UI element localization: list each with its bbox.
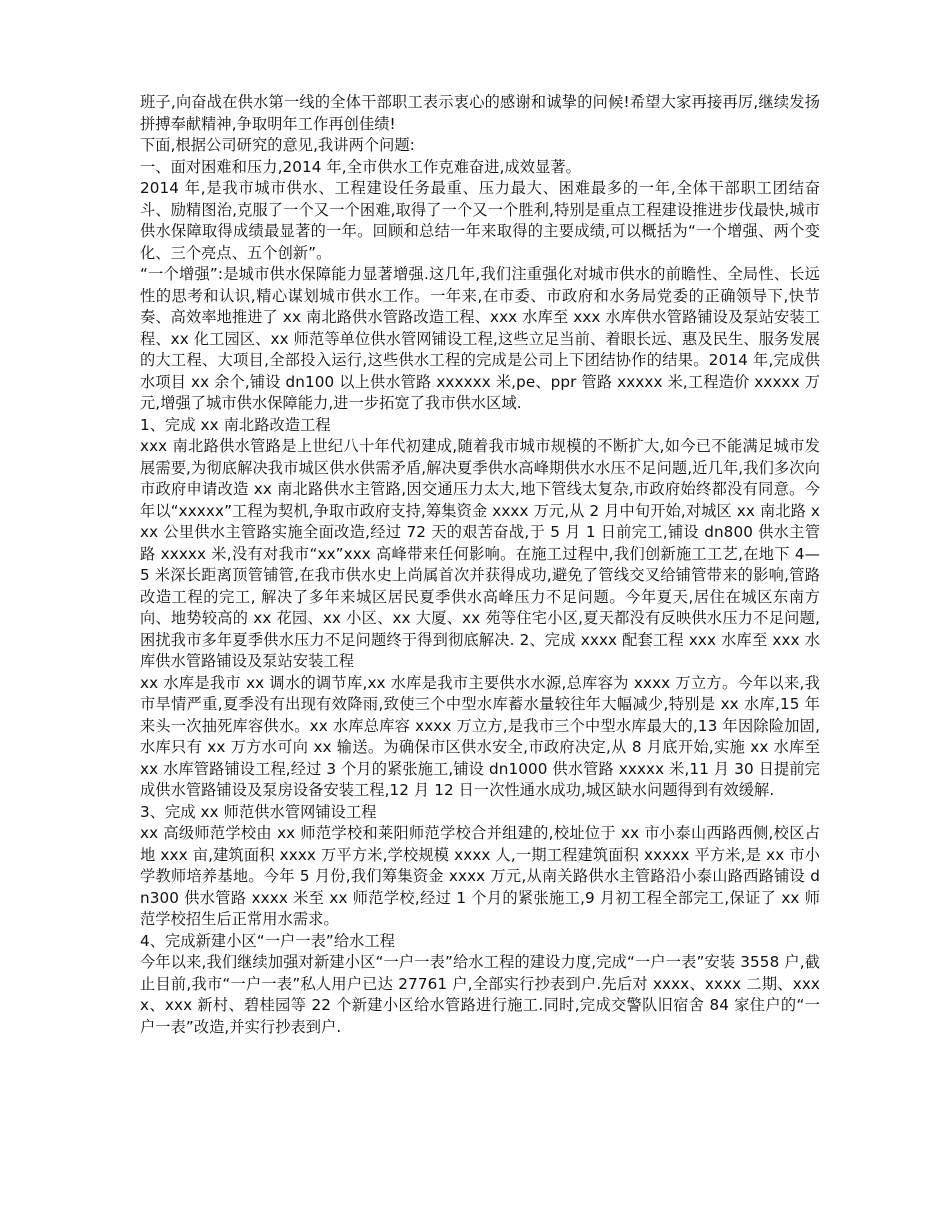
subheading-1: 1、完成 xx 南北路改造工程 — [140, 415, 331, 434]
subheading-3: 3、完成 xx 师范供水管网铺设工程 — [140, 802, 377, 821]
section-heading-1: 一、面对困难和压力,2014 年,全市供水工作克难奋进,成效显著。 — [140, 157, 581, 176]
paragraph-reservoir-project: xx 水库是我市 xx 调水的调节库,xx 水库是我市主要供水水源,总库容为 xxxx 万立方。今年以来,我市旱情严重,夏季没有出现有效降雨,致使三个中型水库蓄水量较往年大幅减少,特别是 xx 水库,15 年来头一次抽死库容供水。xx 水库总库容 xxxx 万立方,是我市三个中型水库最大的,13 年因除险加固,水库只有 xx 万方水可向 xx 输送。为确保市区供水安全,市政府决定,从 8 月底开始,实施 xx 水库至 xx 水库管路铺设工程,经过 3 个月的紧张施工,铺设 dn1000 供水管路 xxxxx 米,11 月 30 日提前完成供水管路铺设及泵房设备安装工程,12 月 12 日一次性通水成功,城区缺水问题得到有效缓解. — [140, 673, 820, 799]
paragraph-one-household-meter: 今年以来,我们继续加强对新建小区“一户一表”给水工程的建设力度,完成“一户一表”安装 3558 户,截止目前,我市“一户一表”私人用户已达 27761 户,全部实行抄表到户.先后对 xxxx、xxxx 二期、xxxx、xxx 新村、碧桂园等 22 个新建小区给水管路进行施工.同时,完成交警队旧宿舍 84 家住户的“一户一表”改造,并实行抄表到户. — [140, 953, 820, 1036]
paragraph-2014-overview: 2014 年,是我市城市供水、工程建设任务最重、压力最大、困难最多的一年,全体干部职工团结奋斗、励精图治,克服了一个又一个困难,取得了一个又一个胜利,特别是重点工程建设推进步伐最快,城市供水保障取得成绩最显著的一年。回顾和总结一年来取得的主要成绩,可以概括为“一个增强、两个变化、三个亮点、五个创新”。 — [140, 179, 820, 262]
paragraph-normal-school: xx 高级师范学校由 xx 师范学校和莱阳师范学校合并组建的,校址位于 xx 市小泰山西路西侧,校区占地 xxx 亩,建筑面积 xxxx 万平方米,学校规模 xxxx 人,一期工程建筑面积 xxxxx 平方米,是 xx 市小学教师培养基地。今年 5 月份,我们筹集资金 xxxx 万元,从南关路供水主管路沿小泰山路西路铺设 dn300 供水管路 xxxx 米至 xx 师范学校,经过 1 个月的紧张施工,9 月初工程全部完工,保证了 xx 师范学校招生后正常用水需求。 — [140, 824, 820, 928]
paragraph-intro: 下面,根据公司研究的意见,我讲两个问题: — [140, 136, 415, 154]
paragraph-one-enhancement: “一个增强”:是城市供水保障能力显著增强.这几年,我们注重强化对城市供水的前瞻性、全局性、长远性的思考和认识,精心谋划城市供水工作。一年来,在市委、市政府和水务局党委的正确领导下,快节奏、高效率地推进了 xx 南北路供水管路改造工程、xxx 水库至 xxx 水库供水管路铺设及泵站安装工程、xx 化工园区、xx 师范等单位供水管网铺设工程,这些立足当前、着眼长远、惠及民生、服务发展的大工程、大项目,全部投入运行,这些供水工程的完成是公司上下团结协作的结果。2014 年,完成供水项目 xx 余个,铺设 dn100 以上供水管路 xxxxxx 米,pe、ppr 管路 xxxxx 米,工程造价 xxxxx 万元,增强了城市供水保障能力,进一步拓宽了我市供水区域. — [140, 265, 820, 412]
subheading-4: 4、完成新建小区“一户一表”给水工程 — [140, 931, 396, 950]
document-body — [140, 92, 820, 1038]
paragraph-closing-thanks: 班子,向奋战在供水第一线的全体干部职工表示衷心的感谢和诚挚的问候!希望大家再接再厉,继续发扬拼搏奉献精神,争取明年工作再创佳绩! — [140, 93, 820, 133]
paragraph-road-renovation: xxx 南北路供水管路是上世纪八十年代初建成,随着我市城市规模的不断扩大,如今已不能满足城市发展需要,为彻底解决我市城区供水供需矛盾,解决夏季供水高峰期供水水压不足问题,近几年,我们多次向市政府申请改造 xx 南北路供水主管路,因交通压力太大,地下管线太复杂,市政府始终都没有同意。今年以“xxxxx”工程为契机,争取市政府支持,筹集资金 xxxx 万元,从 2 月中旬开始,对城区 xx 南北路 xxx 公里供水主管路实施全面改造,经过 72 天的艰苦奋战,于 5 月 1 日前完工,铺设 dn800 供水主管路 xxxxx 米,没有对我市“xx”xxx 高峰带来任何影响。在施工过程中,我们创新施工工艺,在地下 4—5 米深长距离顶管铺管,在我市供水史上尚属首次并获得成功,避免了管线交叉给铺管带来的影响,管路改造工程的完工, 解决了多年来城区居民夏季供水高峰压力不足问题。今年夏天,居住在城区东南方向、地势较高的 xx 花园、xx 小区、xx 大厦、xx 苑等住宅小区,夏天都没有反映供水压力不足问题,困扰我市多年夏季供水压力不足问题终于得到彻底解决. 2、完成 xxxx 配套工程 xxx 水库至 xxx 水库供水管路铺设及泵站安装工程 — [140, 437, 820, 670]
